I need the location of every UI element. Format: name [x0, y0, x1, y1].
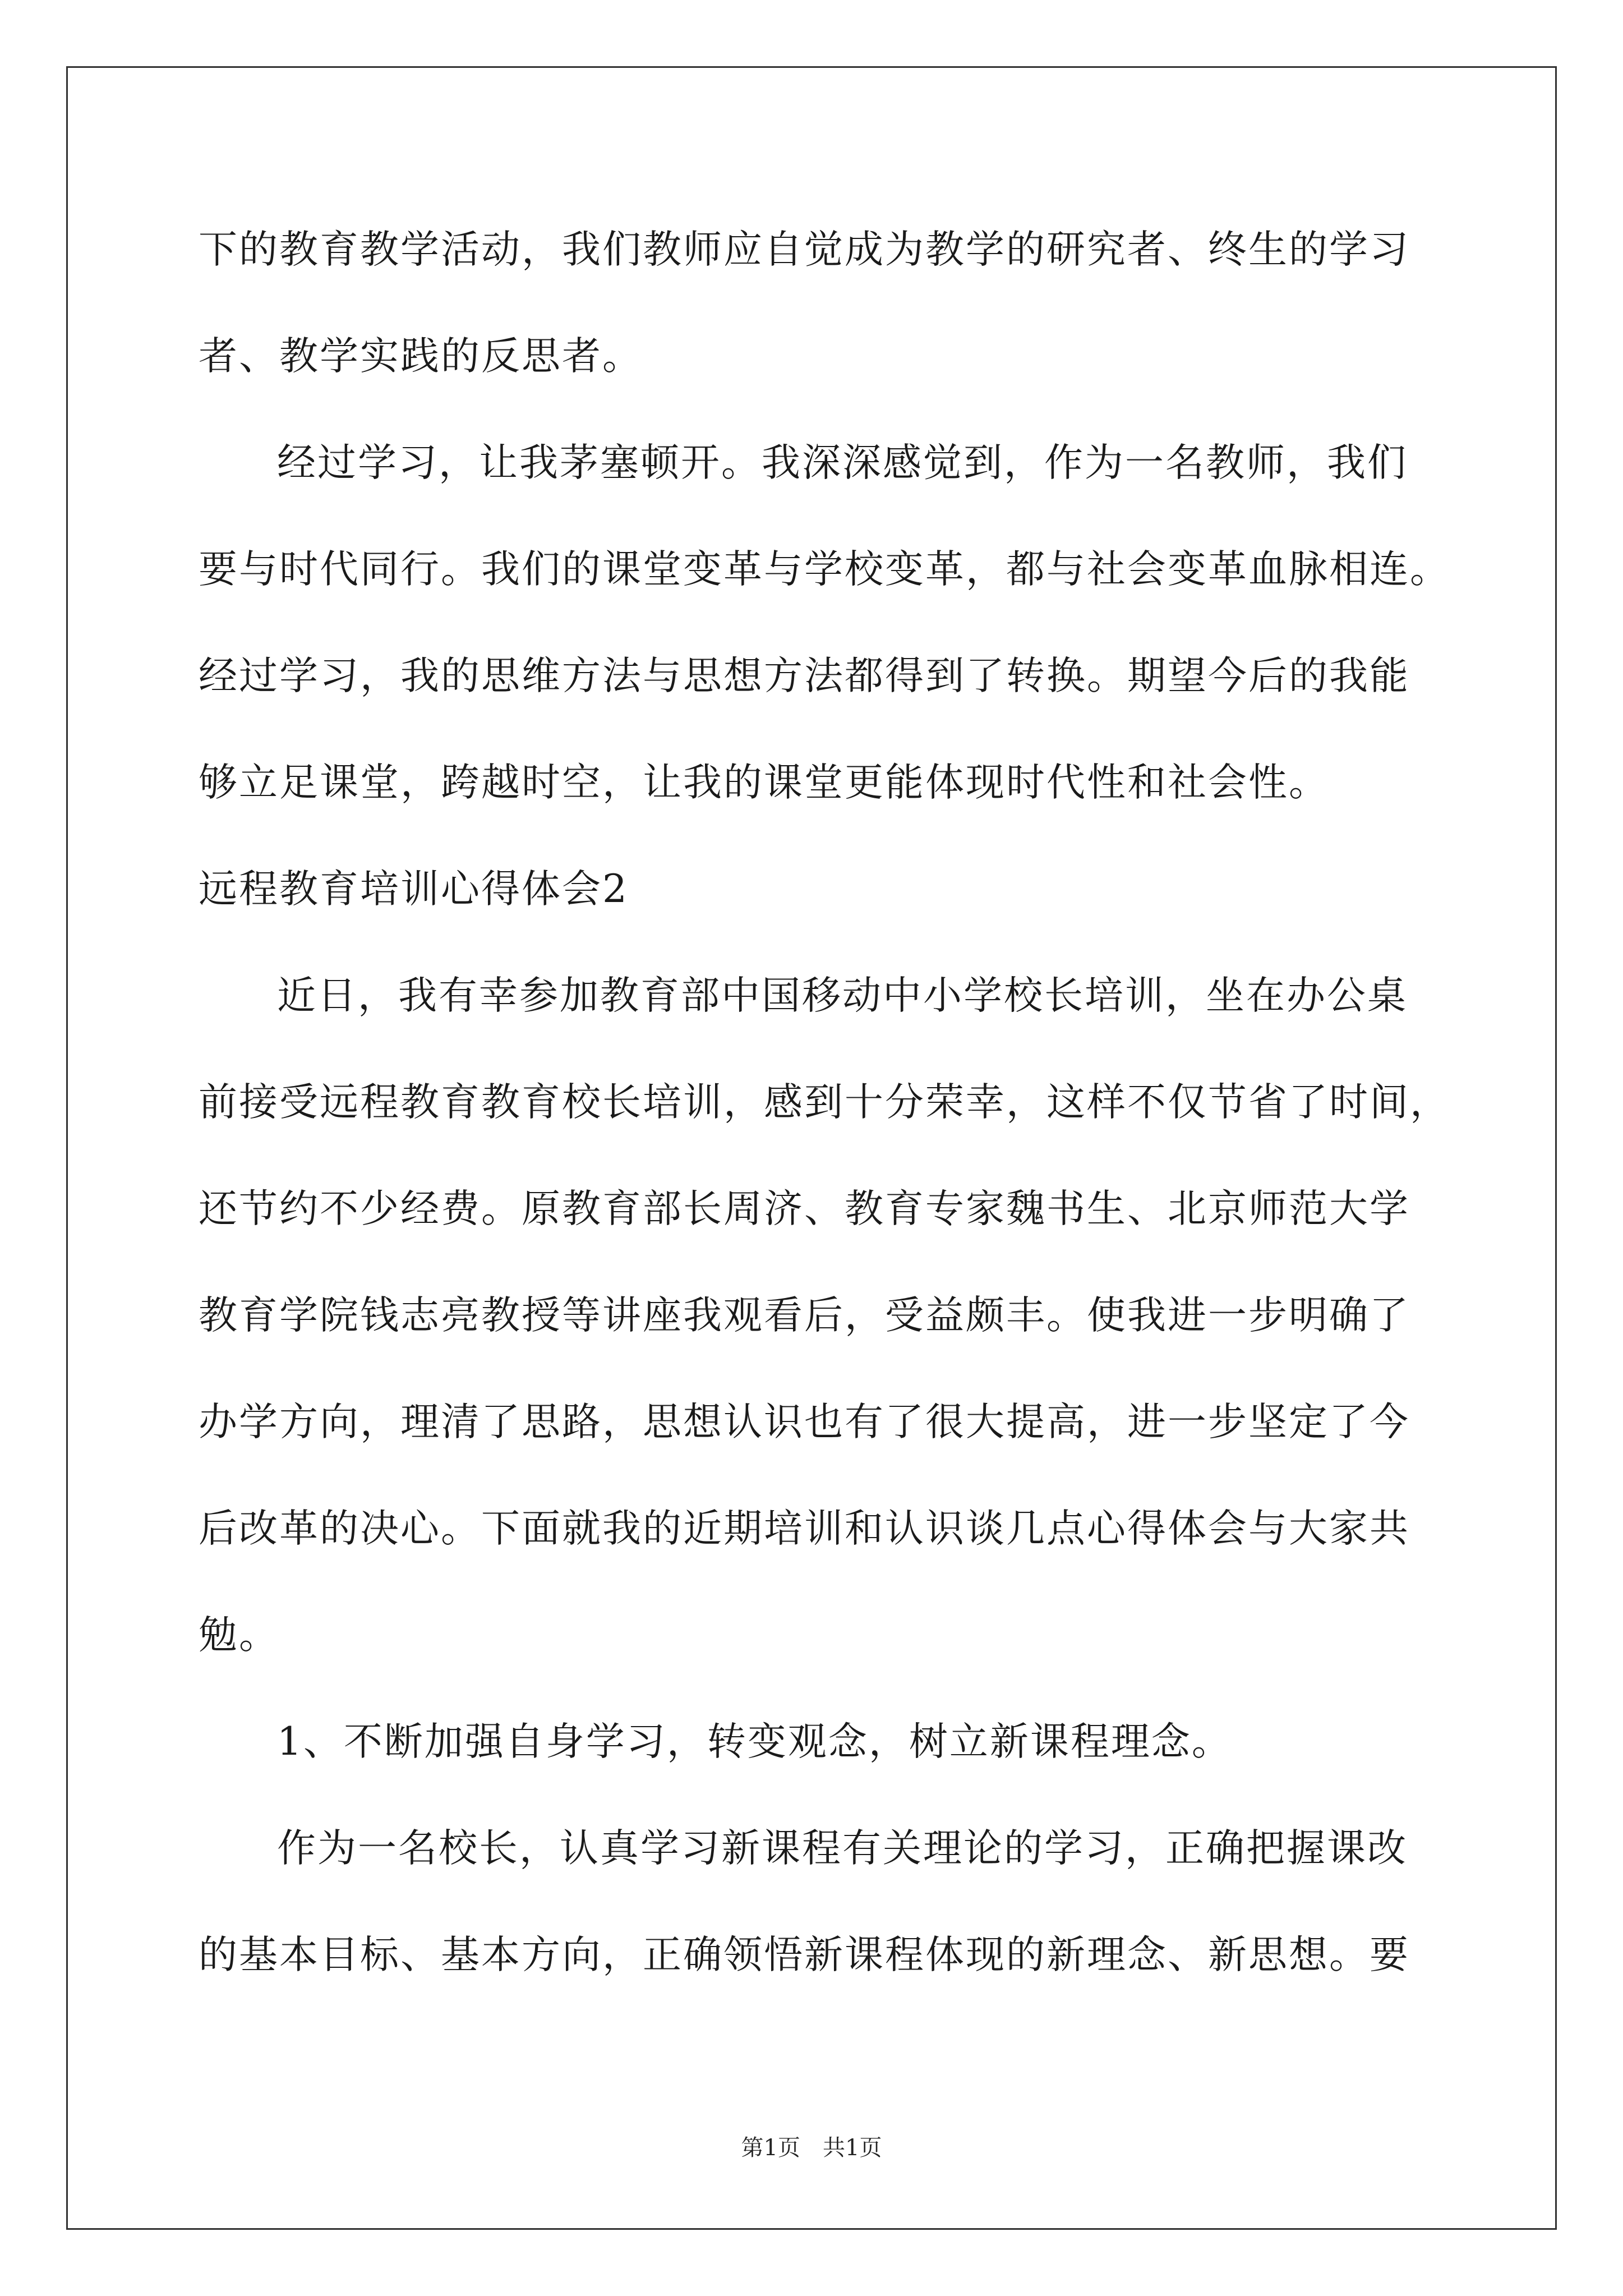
text-line: 者、教学实践的反思者。 — [199, 334, 643, 379]
text-line: 教育学院钱志亮教授等讲座我观看后，受益颇丰。使我进一步明确了 — [199, 1293, 1410, 1338]
text-line: 要与时代同行。我们的课堂变革与学校变革，都与社会变革血脉相连。 — [199, 547, 1450, 592]
page-number-footer: 第1页 共1页 — [741, 2135, 882, 2161]
text-line: 办学方向，理清了思路，思想认识也有了很大提高，进一步坚定了今 — [199, 1400, 1410, 1444]
paragraph-start-line: 近日，我有幸参加教育部中国移动中小学校长培训，坐在办公桌 — [277, 973, 1408, 1018]
text-line: 的基本目标、基本方向，正确领悟新课程体现的新理念、新思想。要 — [199, 1932, 1410, 1977]
text-line: 还节约不少经费。原教育部长周济、教育专家魏书生、北京师范大学 — [199, 1186, 1410, 1231]
paragraph-start-line: 经过学习，让我茅塞顿开。我深深感觉到，作为一名教师，我们 — [277, 440, 1408, 485]
numbered-point: 1、不断加强自身学习，转变观念，树立新课程理念。 — [277, 1719, 1232, 1764]
text-line: 够立足课堂，跨越时空，让我的课堂更能体现时代性和社会性。 — [199, 760, 1329, 805]
section-heading: 远程教育培训心得体会2 — [199, 867, 629, 912]
page-border — [66, 66, 1557, 2230]
paragraph-start-line: 作为一名校长，认真学习新课程有关理论的学习，正确把握课改 — [277, 1826, 1408, 1871]
text-line: 后改革的决心。下面就我的近期培训和认识谈几点心得体会与大家共 — [199, 1506, 1410, 1551]
text-line: 经过学习，我的思维方法与思想方法都得到了转换。期望今后的我能 — [199, 654, 1410, 698]
text-line: 下的教育教学活动，我们教师应自觉成为教学的研究者、终生的学习 — [199, 227, 1410, 272]
text-line: 前接受远程教育教育校长培训，感到十分荣幸，这样不仅节省了时间， — [199, 1080, 1450, 1125]
text-line: 勉。 — [199, 1613, 279, 1658]
